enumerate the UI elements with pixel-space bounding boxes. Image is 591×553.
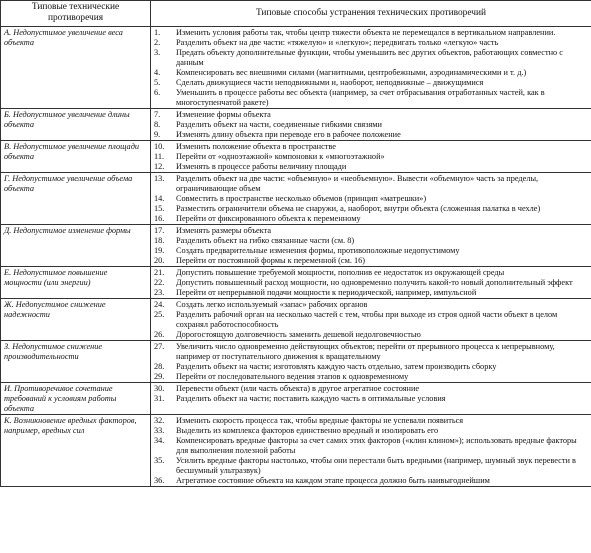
contradiction-cell: А. Недопустимое увеличение веса объекта <box>1 27 151 109</box>
method-number: 4. <box>154 68 161 77</box>
table-row <box>1 109 591 141</box>
method-number: 27. <box>154 342 165 351</box>
table-header-row <box>1 1 591 27</box>
method-number: 32. <box>154 416 165 425</box>
table-row <box>1 341 591 383</box>
method-text: Изменить условия работы так, чтобы центр тяжести объекта не перемещался в вертикальном направлении. <box>176 28 556 37</box>
method-item <box>154 342 588 362</box>
method-number: 17. <box>154 226 165 235</box>
methods-cell <box>151 341 591 383</box>
method-item <box>154 204 588 214</box>
method-number: 5. <box>154 78 161 87</box>
method-number: 7. <box>154 110 161 119</box>
method-text: Перевести объект (или часть объекта) в другое агрегатное состояние <box>176 384 420 393</box>
method-text: Разместить ограничители объема не снаружи, а, наоборот, внутри объекта (сложенная палатка в чехле) <box>176 204 541 213</box>
method-number: 3. <box>154 48 161 57</box>
method-text: Разделить объект на гибко связанные части (см. 8) <box>176 236 355 245</box>
method-text: Разделить рабочий орган на несколько частей с тем, чтобы при выходе из строя одной части объект в целом сохранял работоспособность <box>176 310 558 329</box>
method-number: 25. <box>154 310 165 319</box>
method-item <box>154 214 588 224</box>
method-item <box>154 310 588 330</box>
method-item <box>154 416 588 426</box>
method-number: 18. <box>154 236 165 245</box>
table-row <box>1 383 591 415</box>
method-number: 8. <box>154 120 161 129</box>
header-contradictions: Типовые технические противоречия <box>1 1 151 27</box>
method-item <box>154 278 588 288</box>
method-item <box>154 162 588 172</box>
method-number: 14. <box>154 194 165 203</box>
method-item <box>154 426 588 436</box>
method-number: 35. <box>154 456 165 465</box>
method-text: Разделить объект на части; изготовлять каждую часть отдельно, затем производить сборку <box>176 362 497 371</box>
method-item <box>154 394 588 404</box>
method-number: 10. <box>154 142 165 151</box>
method-number: 15. <box>154 204 165 213</box>
method-item <box>154 194 588 204</box>
method-item <box>154 48 588 68</box>
method-number: 20. <box>154 256 165 265</box>
method-text: Разделить объект на части, соединенные гибкими связями <box>176 120 382 129</box>
method-item <box>154 152 588 162</box>
method-number: 6. <box>154 88 161 97</box>
contradiction-cell: Д. Недопустимое изменение формы <box>1 225 151 267</box>
method-item <box>154 130 588 140</box>
methods-cell <box>151 27 591 109</box>
method-number: 31. <box>154 394 165 403</box>
table-row <box>1 299 591 341</box>
method-text: Агрегатное состояние объекта на каждом этапе процесса должно быть наивыгоднейшим <box>176 476 490 485</box>
methods-cell <box>151 141 591 173</box>
table-body <box>1 27 591 487</box>
methods-cell <box>151 299 591 341</box>
table-row <box>1 267 591 299</box>
method-number: 2. <box>154 38 161 47</box>
methods-cell <box>151 267 591 299</box>
method-text: Изменять длину объекта при переводе его в рабочее положение <box>176 130 401 139</box>
method-number: 11. <box>154 152 165 161</box>
method-text: Предать объекту дополнительные функции, чтобы уменьшить вес других объектов, работающих совместно с данным <box>176 48 563 67</box>
method-item <box>154 300 588 310</box>
method-text: Изменить скорость процесса так, чтобы вредные факторы не успевали появиться <box>176 416 464 425</box>
table-row <box>1 225 591 267</box>
method-number: 29. <box>154 372 165 381</box>
method-item <box>154 384 588 394</box>
method-number: 1. <box>154 28 161 37</box>
header-methods: Типовые способы устранения технических противоречий <box>151 1 591 27</box>
method-text: Перейти от «одноэтажной» компоновки к «многоэтажной» <box>176 152 385 161</box>
method-item <box>154 288 588 298</box>
contradiction-cell: И. Противоречивое сочетание требований к условиям работы объекта <box>1 383 151 415</box>
method-number: 9. <box>154 130 161 139</box>
method-item <box>154 436 588 456</box>
method-number: 12. <box>154 162 165 171</box>
method-item <box>154 330 588 340</box>
method-item <box>154 256 588 266</box>
method-text: Выделить из комплекса факторов единственно вредный и изолировать его <box>176 426 439 435</box>
method-text: Создать предварительные изменения формы, противоположные недопустимому <box>176 246 460 255</box>
contradiction-cell: Ж. Недопустимое снижение надежности <box>1 299 151 341</box>
method-number: 21. <box>154 268 165 277</box>
contradiction-cell: Е. Недопустимое повышение мощности (или энергии) <box>1 267 151 299</box>
method-number: 24. <box>154 300 165 309</box>
method-item <box>154 226 588 236</box>
methods-cell <box>151 415 591 487</box>
contradiction-cell: К. Возникновение вредных факторов, например, вредных сил <box>1 415 151 487</box>
method-text: Перейти от постоянной формы к переменной (см. 16) <box>176 256 366 265</box>
method-text: Допустить повышенный расход мощности, но одновременно получить какой-то новый дополнительный эффект <box>176 278 573 287</box>
method-number: 36. <box>154 476 165 485</box>
method-text: Компенсировать вредные факторы за счет самих этих факторов («клин клином»); использовать вредные факторы для выполнения полезной работы <box>176 436 577 455</box>
method-item <box>154 236 588 246</box>
method-item <box>154 142 588 152</box>
method-text: Усилить вредные факторы настолько, чтобы они перестали быть вредными (например, шумный звук перевести в бесшумный ультразвук) <box>176 456 576 475</box>
method-item <box>154 110 588 120</box>
method-text: Изменять в процессе работы величину площади <box>176 162 347 171</box>
method-text: Перейти от непрерывной подачи мощности к периодической, например, импульсной <box>176 288 477 297</box>
method-number: 13. <box>154 174 165 183</box>
method-text: Компенсировать вес внешними силами (магнитными, центробежными, аэродинамическими и т. д.) <box>176 68 527 77</box>
method-text: Совместить в пространстве несколько объемов (принцип «матрешки») <box>176 194 427 203</box>
method-text: Создать легко используемый «запас» рабочих органов <box>176 300 368 309</box>
method-text: Изменение формы объекта <box>176 110 271 119</box>
method-text: Перейти от последовательного ведения этапов к одновременному <box>176 372 409 381</box>
method-item <box>154 456 588 476</box>
contradiction-cell: Б. Недопустимое увеличение длины объекта <box>1 109 151 141</box>
method-item <box>154 174 588 194</box>
method-text: Сделать движущиеся части неподвижными и, наоборот, неподвижные – движущимися <box>176 78 484 87</box>
methods-cell <box>151 109 591 141</box>
method-item <box>154 120 588 130</box>
method-text: Допустить повышение требуемой мощности, пополнив ее недостаток из окружающей среды <box>176 268 505 277</box>
method-number: 23. <box>154 288 165 297</box>
method-number: 19. <box>154 246 165 255</box>
method-text: Дорогостоящую долговечность заменить дешевой недолговечностью <box>176 330 421 339</box>
method-number: 34. <box>154 436 165 445</box>
method-item <box>154 78 588 88</box>
method-text: Уменьшить в процессе работы вес объекта (например, за счет отбрасывания отработанных частей, как в многоступенчатой ракете) <box>176 88 545 107</box>
table-row <box>1 173 591 225</box>
contradiction-cell: Г. Недопустимое увеличение объема объекта <box>1 173 151 225</box>
method-item <box>154 362 588 372</box>
method-number: 30. <box>154 384 165 393</box>
method-number: 22. <box>154 278 165 287</box>
method-text: Разделить объект на части; поставить каждую часть в оптимальные условия <box>176 394 446 403</box>
method-text: Изменять размеры объекта <box>176 226 272 235</box>
method-number: 28. <box>154 362 165 371</box>
method-item <box>154 246 588 256</box>
table-row <box>1 141 591 173</box>
method-item <box>154 268 588 278</box>
method-text: Перейти от фиксированного объекта к переменному <box>176 214 361 223</box>
method-item <box>154 476 588 486</box>
method-item <box>154 372 588 382</box>
method-item <box>154 28 588 38</box>
contradiction-cell: В. Недопустимое увеличение площади объекта <box>1 141 151 173</box>
method-number: 33. <box>154 426 165 435</box>
table-row <box>1 27 591 109</box>
method-number: 26. <box>154 330 165 339</box>
method-text: Увеличить число одновременно действующих объектов; перейти от прерывного процесса к непрерывному, например от поступательного движения к вращательному <box>176 342 555 361</box>
method-item <box>154 88 588 108</box>
methods-cell <box>151 383 591 415</box>
method-item <box>154 68 588 78</box>
methods-cell <box>151 225 591 267</box>
method-text: Разделить объект на две части: «тяжелую» и «легкую»; передвигать только «легкую» часть <box>176 38 499 47</box>
method-text: Разделить объект на две части: «объемную» и «необъемную». Вывести «объемную» часть за пределы, ограничивающие объем <box>176 174 539 193</box>
method-number: 16. <box>154 214 165 223</box>
contradiction-cell: З. Недопустимое снижение производительности <box>1 341 151 383</box>
table-row <box>1 415 591 487</box>
method-text: Изменить положение объекта в пространстве <box>176 142 336 151</box>
method-item <box>154 38 588 48</box>
methods-cell <box>151 173 591 225</box>
